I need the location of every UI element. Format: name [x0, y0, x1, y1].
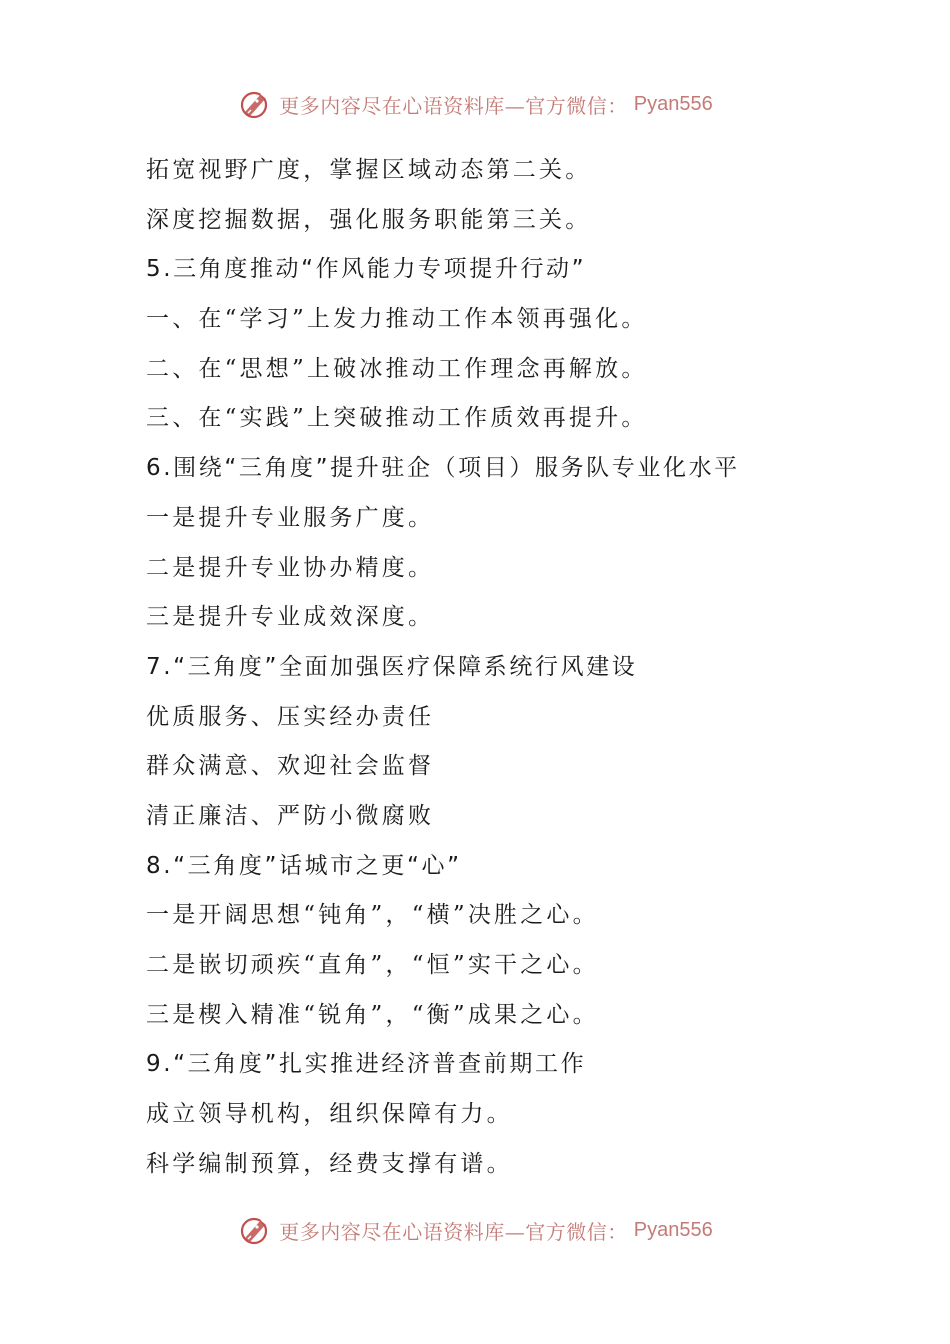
body-line: 三、在“实践”上突破推动工作质效再提升。	[146, 405, 648, 432]
section-heading: 9.“三角度”扎实推进经济普查前期工作	[146, 1051, 587, 1078]
banner-contact: Pyan556	[633, 92, 713, 115]
body-line: 一、在“学习”上发力推动工作本领再强化。	[146, 306, 648, 333]
header-banner	[0, 84, 950, 124]
body-line: 二、在“思想”上破冰推动工作理念再解放。	[146, 355, 648, 382]
body-line: 一是提升专业服务广度。	[146, 504, 435, 531]
body-line: 群众满意、欢迎社会监督	[146, 753, 435, 780]
body-line: 三是提升专业成效深度。	[146, 604, 435, 631]
document-body	[146, 146, 906, 1189]
section-heading: 8.“三角度”话城市之更“心”	[146, 852, 462, 879]
footer-banner	[0, 1210, 950, 1250]
section-heading: 6.围绕“三角度”提升驻企（项目）服务队专业化水平	[146, 455, 740, 482]
pen-nib-circle-icon	[237, 86, 273, 122]
body-line: 二是嵌切顽疾“直角”，“恒”实干之心。	[146, 952, 599, 978]
body-line: 清正廉洁、严防小微腐败	[146, 802, 435, 829]
banner-text: 更多内容尽在心语资料库—官方微信：	[279, 93, 628, 118]
body-line: 科学编制预算，经费支撑有谱。	[146, 1150, 513, 1177]
body-line: 一是开阔思想“钝角”，“横”决胜之心。	[146, 902, 599, 929]
banner-contact: Pyan556	[633, 1218, 713, 1241]
body-line: 三是楔入精准“锐角”，“衡”成果之心。	[146, 1001, 599, 1028]
banner-text: 更多内容尽在心语资料库—官方微信：	[279, 1219, 628, 1244]
body-line: 拓宽视野广度，掌握区域动态第二关。	[146, 157, 592, 183]
body-line: 优质服务、压实经办责任	[146, 703, 435, 730]
pen-nib-circle-icon	[237, 1212, 273, 1248]
section-heading: 5.三角度推动“作风能力专项提升行动”	[146, 256, 587, 283]
section-heading: 7.“三角度”全面加强医疗保障系统行风建设	[146, 653, 638, 680]
body-line: 成立领导机构，组织保障有力。	[146, 1101, 513, 1128]
body-line: 二是提升专业协办精度。	[146, 554, 435, 581]
body-line: 深度挖掘数据，强化服务职能第三关。	[146, 206, 592, 233]
